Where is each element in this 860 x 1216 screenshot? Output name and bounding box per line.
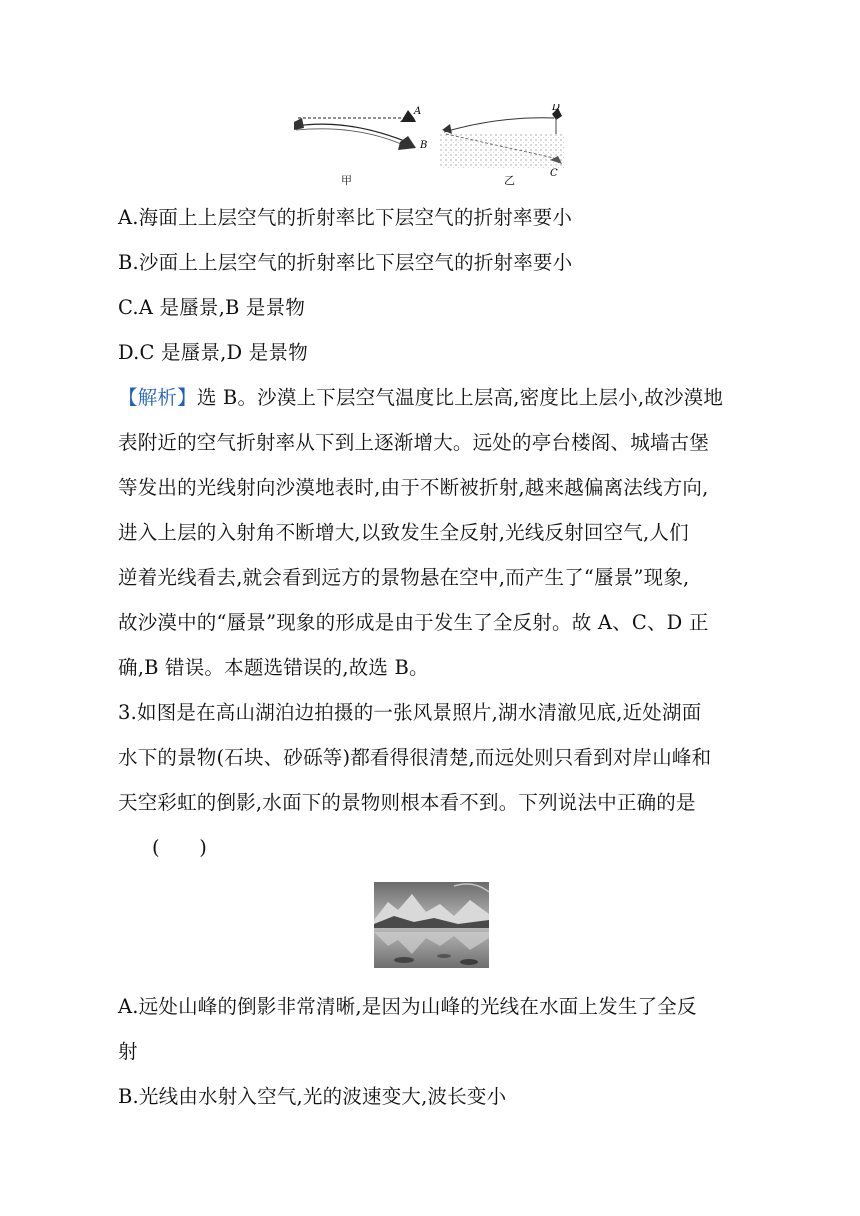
analysis-line-1 bbox=[118, 386, 723, 410]
analysis-line-2: 表附近的空气折射率从下到上逐渐增大。远处的亭台楼阁、城墙古堡 bbox=[118, 431, 710, 454]
caption-yi: 乙 bbox=[504, 174, 515, 187]
answer-blank: ( ) bbox=[152, 836, 208, 859]
option-q2-c: C.A 是蜃景,B 是景物 bbox=[118, 296, 306, 319]
option-q2-d: D.C 是蜃景,D 是景物 bbox=[118, 341, 308, 364]
question3-line-1: 3.如图是在高山湖泊边拍摄的一张风景照片,湖水清澈见底,近处湖面 bbox=[118, 701, 702, 724]
label-b: B bbox=[420, 140, 428, 151]
caption-jia: 甲 bbox=[341, 174, 352, 187]
option-q3-a: A.远处山峰的倒影非常清晰,是因为山峰的光线在水面上发生了全反 bbox=[118, 995, 697, 1018]
analysis-line-7: 确,B 错误。本题选错误的,故选 B。 bbox=[118, 656, 429, 679]
option-q2-a: A.海面上上层空气的折射率比下层空气的折射率要小 bbox=[118, 206, 573, 229]
analysis-line-6: 故沙漠中的“蜃景”现象的形成是由于发生了全反射。故 A、C、D 正 bbox=[118, 611, 709, 634]
analysis-line-3: 等发出的光线射向沙漠地表时,由于不断被折射,越来越偏离法线方向, bbox=[118, 476, 709, 499]
mirage-figure bbox=[290, 104, 580, 186]
label-a: A bbox=[414, 106, 422, 117]
option-q3-b: B.光线由水射入空气,光的波速变大,波长变小 bbox=[118, 1085, 507, 1108]
analysis-line-4: 进入上层的入射角不断增大,以致发生全反射,光线反射回空气,人们 bbox=[118, 521, 689, 544]
option-q3-a-cont: 射 bbox=[118, 1040, 138, 1063]
label-c: C bbox=[550, 168, 558, 179]
figure-jia bbox=[294, 110, 416, 150]
label-d: D bbox=[552, 104, 561, 113]
analysis-tag: 【解析】 bbox=[118, 386, 197, 409]
analysis-text-1: 选 B。沙漠上下层空气温度比上层高,密度比上层小,故沙漠地 bbox=[196, 386, 724, 409]
figure-yi bbox=[440, 108, 564, 168]
question3-line-3: 天空彩虹的倒影,水面下的景物则根本看不到。下列说法中正确的是 bbox=[118, 791, 696, 814]
lake-photo bbox=[374, 882, 489, 968]
analysis-line-5: 逆着光线看去,就会看到远方的景物悬在空中,而产生了“蜃景”现象, bbox=[118, 566, 690, 589]
option-q2-b: B.沙面上上层空气的折射率比下层空气的折射率要小 bbox=[118, 251, 573, 274]
question3-line-2: 水下的景物(石块、砂砾等)都看得很清楚,而远处则只看到对岸山峰和 bbox=[118, 746, 712, 769]
